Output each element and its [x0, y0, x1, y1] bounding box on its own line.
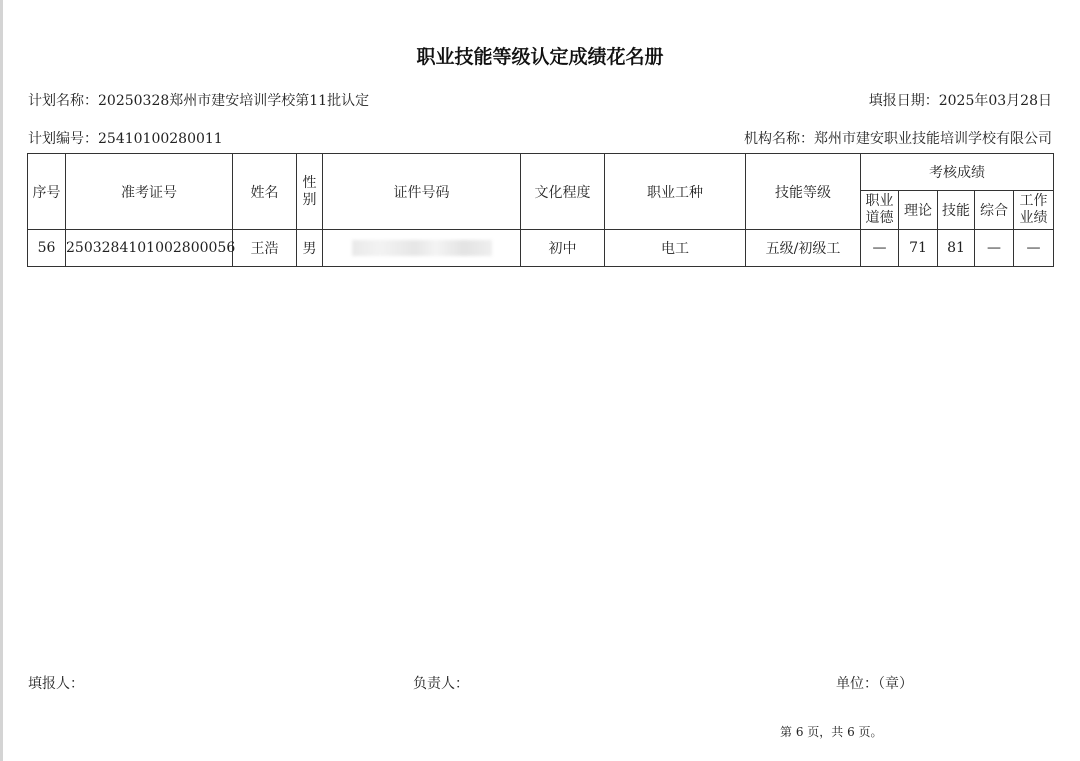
header-gender: [297, 154, 323, 230]
header-work: [1014, 191, 1054, 230]
header-id-no: 证件号码: [323, 154, 521, 230]
cell-occupation: 电工: [605, 230, 746, 267]
document-title: 职业技能等级认定成绩花名册: [416, 46, 664, 68]
plan-code: 计划编号：25410100280011: [28, 131, 223, 147]
table-header-row: [28, 154, 1054, 191]
cell-work: —: [1014, 230, 1054, 267]
redacted-id-number: [352, 240, 492, 256]
cell-ethics: —: [861, 230, 899, 267]
cell-gender: 男: [297, 230, 323, 267]
header-occupation: 职业工种: [605, 154, 746, 230]
header-work-line2: 业绩: [1019, 210, 1048, 226]
header-gender-line2: 别: [302, 191, 317, 208]
page-edge-shadow: [0, 0, 3, 761]
score-roster-table: [27, 153, 1054, 267]
cell-education: 初中: [521, 230, 605, 267]
plan-name: 计划名称：20250328郑州市建安培训学校第11批认定: [28, 93, 370, 109]
header-scores: 考核成绩: [861, 154, 1054, 191]
page-number: 第 6 页，共 6 页。: [780, 725, 883, 739]
header-overall: 综合: [975, 191, 1014, 230]
cell-skill-level: 五级/初级工: [746, 230, 861, 267]
cell-overall: —: [975, 230, 1014, 267]
cell-theory: 71: [899, 230, 938, 267]
header-seq: 序号: [28, 154, 66, 230]
cell-exam-no: 2503284101002800056: [66, 230, 233, 267]
header-ethics: [861, 191, 899, 230]
header-ethics-line1: 职业: [865, 193, 894, 209]
cell-name: 王浩: [233, 230, 297, 267]
cell-seq: 56: [28, 230, 66, 267]
header-education: 文化程度: [521, 154, 605, 230]
header-skill: 技能: [938, 191, 975, 230]
header-skill-level: 技能等级: [746, 154, 861, 230]
unit-seal-label: 单位：（章）: [836, 676, 913, 692]
header-theory: 理论: [899, 191, 938, 230]
cell-skill: 81: [938, 230, 975, 267]
header-ethics-line2: 道德: [865, 210, 894, 226]
fill-date: 填报日期：2025年03月28日: [868, 93, 1052, 109]
header-name: 姓名: [233, 154, 297, 230]
header-gender-line1: 性: [302, 174, 317, 191]
header-work-line1: 工作: [1019, 193, 1048, 209]
responsible-label: 负责人：: [413, 676, 469, 692]
cell-id-no: [323, 230, 521, 267]
filler-label: 填报人：: [28, 676, 84, 692]
organization-name: 机构名称：郑州市建安职业技能培训学校有限公司: [744, 131, 1052, 147]
table-row: [28, 230, 1054, 267]
header-exam-no: 准考证号: [66, 154, 233, 230]
